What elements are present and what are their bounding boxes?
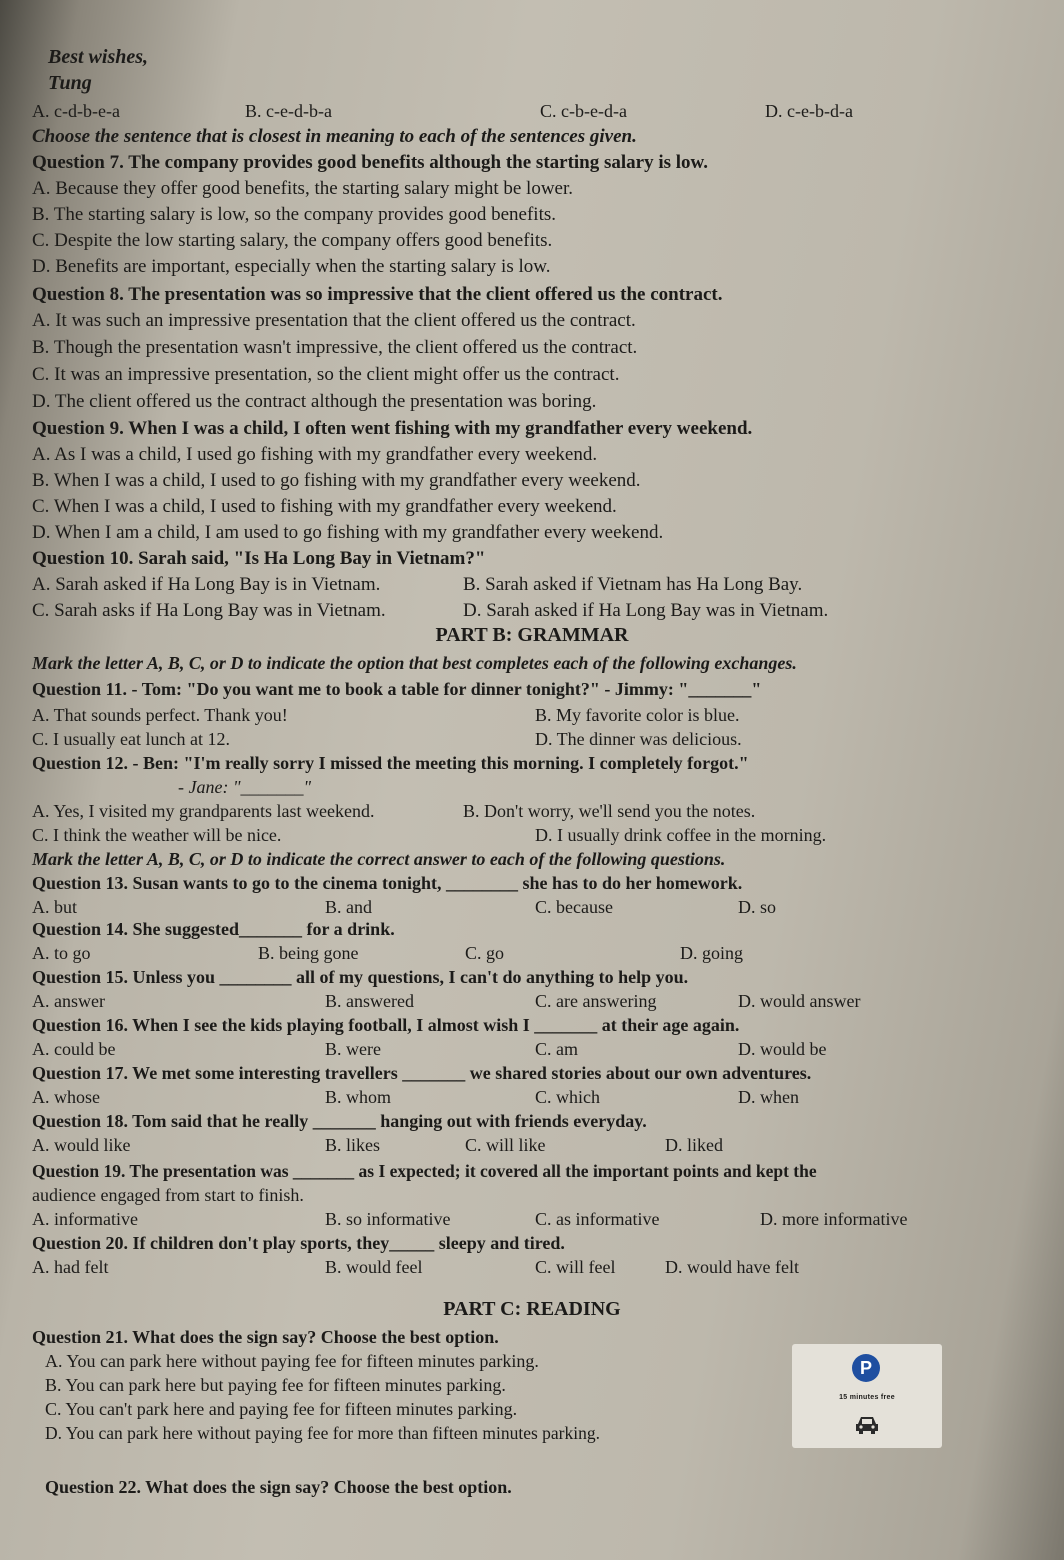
q20-option-d[interactable]: D. would have felt xyxy=(665,1257,799,1277)
q15-option-d[interactable]: D. would answer xyxy=(738,991,861,1011)
part-c-heading: PART C: READING xyxy=(443,1298,621,1320)
q19-option-b[interactable]: B. so informative xyxy=(325,1209,451,1229)
q14-option-d[interactable]: D. going xyxy=(680,943,743,963)
q9-stem: Question 9. When I was a child, I often went fishing with my grandfather every weekend. xyxy=(32,418,753,439)
q21-option-a[interactable]: A. You can park here without paying fee for fifteen minutes parking. xyxy=(45,1351,539,1371)
part-b-heading: PART B: GRAMMAR xyxy=(435,624,629,646)
q16-option-d[interactable]: D. would be xyxy=(738,1039,827,1059)
q11-option-d[interactable]: D. The dinner was delicious. xyxy=(535,729,742,749)
q10-stem: Question 10. Sarah said, "Is Ha Long Bay in Vietnam?" xyxy=(32,548,486,569)
q11-stem: Question 11. - Tom: "Do you want me to book a table for dinner tonight?" - Jimmy: "_______" xyxy=(32,679,762,699)
q6-option-d[interactable]: D. c-e-b-d-a xyxy=(765,101,853,121)
q21-option-d[interactable]: D. You can park here without paying fee for more than fifteen minutes parking. xyxy=(45,1423,600,1443)
q7-option-a[interactable]: A. Because they offer good benefits, the starting salary might be lower. xyxy=(32,178,573,199)
parking-sign-caption: 15 minutes free xyxy=(839,1394,895,1401)
q8-stem: Question 8. The presentation was so impressive that the client offered us the contract. xyxy=(32,284,723,305)
q17-stem: Question 17. We met some interesting travellers _______ we shared stories about our own adventures. xyxy=(32,1063,812,1083)
q13-option-c[interactable]: C. because xyxy=(535,897,613,917)
letter-signature: Tung xyxy=(48,72,92,94)
q18-option-d[interactable]: D. liked xyxy=(665,1135,723,1155)
q8-option-c[interactable]: C. It was an impressive presentation, so the client might offer us the contract. xyxy=(32,364,620,385)
part-b-instruction-2: Mark the letter A, B, C, or D to indicate the correct answer to each of the following questions. xyxy=(32,849,726,869)
q19-option-a[interactable]: A. informative xyxy=(32,1209,138,1229)
q8-option-d[interactable]: D. The client offered us the contract although the presentation was boring. xyxy=(32,391,597,412)
q7-option-d[interactable]: D. Benefits are important, especially when the starting salary is low. xyxy=(32,256,551,277)
q13-stem: Question 13. Susan wants to go to the cinema tonight, ________ she has to do her homework. xyxy=(32,873,743,893)
q20-option-a[interactable]: A. had felt xyxy=(32,1257,109,1277)
parking-p-icon: P xyxy=(852,1354,880,1382)
q7-option-c[interactable]: C. Despite the low starting salary, the company offers good benefits. xyxy=(32,230,553,251)
parking-sign xyxy=(792,1344,942,1448)
q13-option-b[interactable]: B. and xyxy=(325,897,372,917)
q10-option-c[interactable]: C. Sarah asks if Ha Long Bay was in Vietnam. xyxy=(32,600,386,621)
q11-option-c[interactable]: C. I usually eat lunch at 12. xyxy=(32,729,230,749)
q12-option-a[interactable]: A. Yes, I visited my grandparents last weekend. xyxy=(32,801,375,821)
part-b-instruction-1: Mark the letter A, B, C, or D to indicate the option that best completes each of the following exchanges. xyxy=(32,653,797,673)
q17-option-a[interactable]: A. whose xyxy=(32,1087,100,1107)
q16-option-a[interactable]: A. could be xyxy=(32,1039,116,1059)
q9-option-c[interactable]: C. When I was a child, I used to fishing with my grandfather every weekend. xyxy=(32,496,617,517)
q19-stem-cont: audience engaged from start to finish. xyxy=(32,1185,304,1205)
q17-option-b[interactable]: B. whom xyxy=(325,1087,392,1107)
q16-option-b[interactable]: B. were xyxy=(325,1039,381,1059)
q15-option-b[interactable]: B. answered xyxy=(325,991,414,1011)
q6-option-b[interactable]: B. c-e-d-b-a xyxy=(245,101,332,121)
q18-stem: Question 18. Tom said that he really _______ hanging out with friends everyday. xyxy=(32,1111,647,1131)
q20-option-c[interactable]: C. will feel xyxy=(535,1257,616,1277)
q14-option-a[interactable]: A. to go xyxy=(32,943,91,963)
q18-option-a[interactable]: A. would like xyxy=(32,1135,131,1155)
q12-stem: Question 12. - Ben: "I'm really sorry I missed the meeting this morning. I completely forgot." xyxy=(32,753,749,773)
q6-option-c[interactable]: C. c-b-e-d-a xyxy=(540,101,627,121)
q9-option-d[interactable]: D. When I am a child, I am used to go fishing with my grandfather every weekend. xyxy=(32,522,664,543)
q12-option-c[interactable]: C. I think the weather will be nice. xyxy=(32,825,282,845)
q13-option-a[interactable]: A. but xyxy=(32,897,77,917)
q8-option-a[interactable]: A. It was such an impressive presentation that the client offered us the contract. xyxy=(32,310,636,331)
q14-stem: Question 14. She suggested_______ for a drink. xyxy=(32,919,395,939)
q14-option-b[interactable]: B. being gone xyxy=(258,943,359,963)
q9-option-a[interactable]: A. As I was a child, I used go fishing with my grandfather every weekend. xyxy=(32,444,598,465)
q20-option-b[interactable]: B. would feel xyxy=(325,1257,423,1277)
q21-option-c[interactable]: C. You can't park here and paying fee for fifteen minutes parking. xyxy=(45,1399,518,1419)
q22-stem: Question 22. What does the sign say? Choose the best option. xyxy=(45,1477,512,1497)
q19-option-c[interactable]: C. as informative xyxy=(535,1209,660,1229)
q13-option-d[interactable]: D. so xyxy=(738,897,777,917)
q20-stem: Question 20. If children don't play sports, they_____ sleepy and tired. xyxy=(32,1233,565,1253)
q17-option-c[interactable]: C. which xyxy=(535,1087,600,1107)
q18-option-b[interactable]: B. likes xyxy=(325,1135,381,1155)
q15-option-a[interactable]: A. answer xyxy=(32,991,105,1011)
q12-option-b[interactable]: B. Don't worry, we'll send you the notes. xyxy=(463,801,756,821)
q8-option-b[interactable]: B. Though the presentation wasn't impressive, the client offered us the contract. xyxy=(32,337,638,358)
q9-option-b[interactable]: B. When I was a child, I used to go fishing with my grandfather every weekend. xyxy=(32,470,641,491)
q19-stem: Question 19. The presentation was _______ as I expected; it covered all the important points and kept the xyxy=(32,1161,817,1181)
q19-option-d[interactable]: D. more informative xyxy=(760,1209,908,1229)
q15-option-c[interactable]: C. are answering xyxy=(535,991,657,1011)
q11-option-a[interactable]: A. That sounds perfect. Thank you! xyxy=(32,705,288,725)
q10-option-a[interactable]: A. Sarah asked if Ha Long Bay is in Vietnam. xyxy=(32,574,381,595)
q7-stem: Question 7. The company provides good benefits although the starting salary is low. xyxy=(32,152,708,173)
q12-option-d[interactable]: D. I usually drink coffee in the morning. xyxy=(535,825,827,845)
q11-option-b[interactable]: B. My favorite color is blue. xyxy=(535,705,740,725)
q18-option-c[interactable]: C. will like xyxy=(465,1135,546,1155)
q6-option-a[interactable]: A. c-d-b-e-a xyxy=(32,101,120,121)
car-icon xyxy=(854,1414,880,1436)
q14-option-c[interactable]: C. go xyxy=(465,943,505,963)
q7-option-b[interactable]: B. The starting salary is low, so the company provides good benefits. xyxy=(32,204,556,225)
section-instruction: Choose the sentence that is closest in meaning to each of the sentences given. xyxy=(32,126,637,147)
q15-stem: Question 15. Unless you ________ all of my questions, I can't do anything to help you. xyxy=(32,967,689,987)
q10-option-d[interactable]: D. Sarah asked if Ha Long Bay was in Vietnam. xyxy=(463,600,829,621)
q21-option-b[interactable]: B. You can park here but paying fee for fifteen minutes parking. xyxy=(45,1375,506,1395)
q21-stem: Question 21. What does the sign say? Choose the best option. xyxy=(32,1327,499,1347)
letter-closing: Best wishes, xyxy=(48,46,149,68)
q12-reply: - Jane: "_______" xyxy=(178,777,312,797)
q10-option-b[interactable]: B. Sarah asked if Vietnam has Ha Long Bay. xyxy=(463,574,803,595)
q16-stem: Question 16. When I see the kids playing football, I almost wish I _______ at their age again. xyxy=(32,1015,740,1035)
q16-option-c[interactable]: C. am xyxy=(535,1039,578,1059)
q17-option-d[interactable]: D. when xyxy=(738,1087,799,1107)
